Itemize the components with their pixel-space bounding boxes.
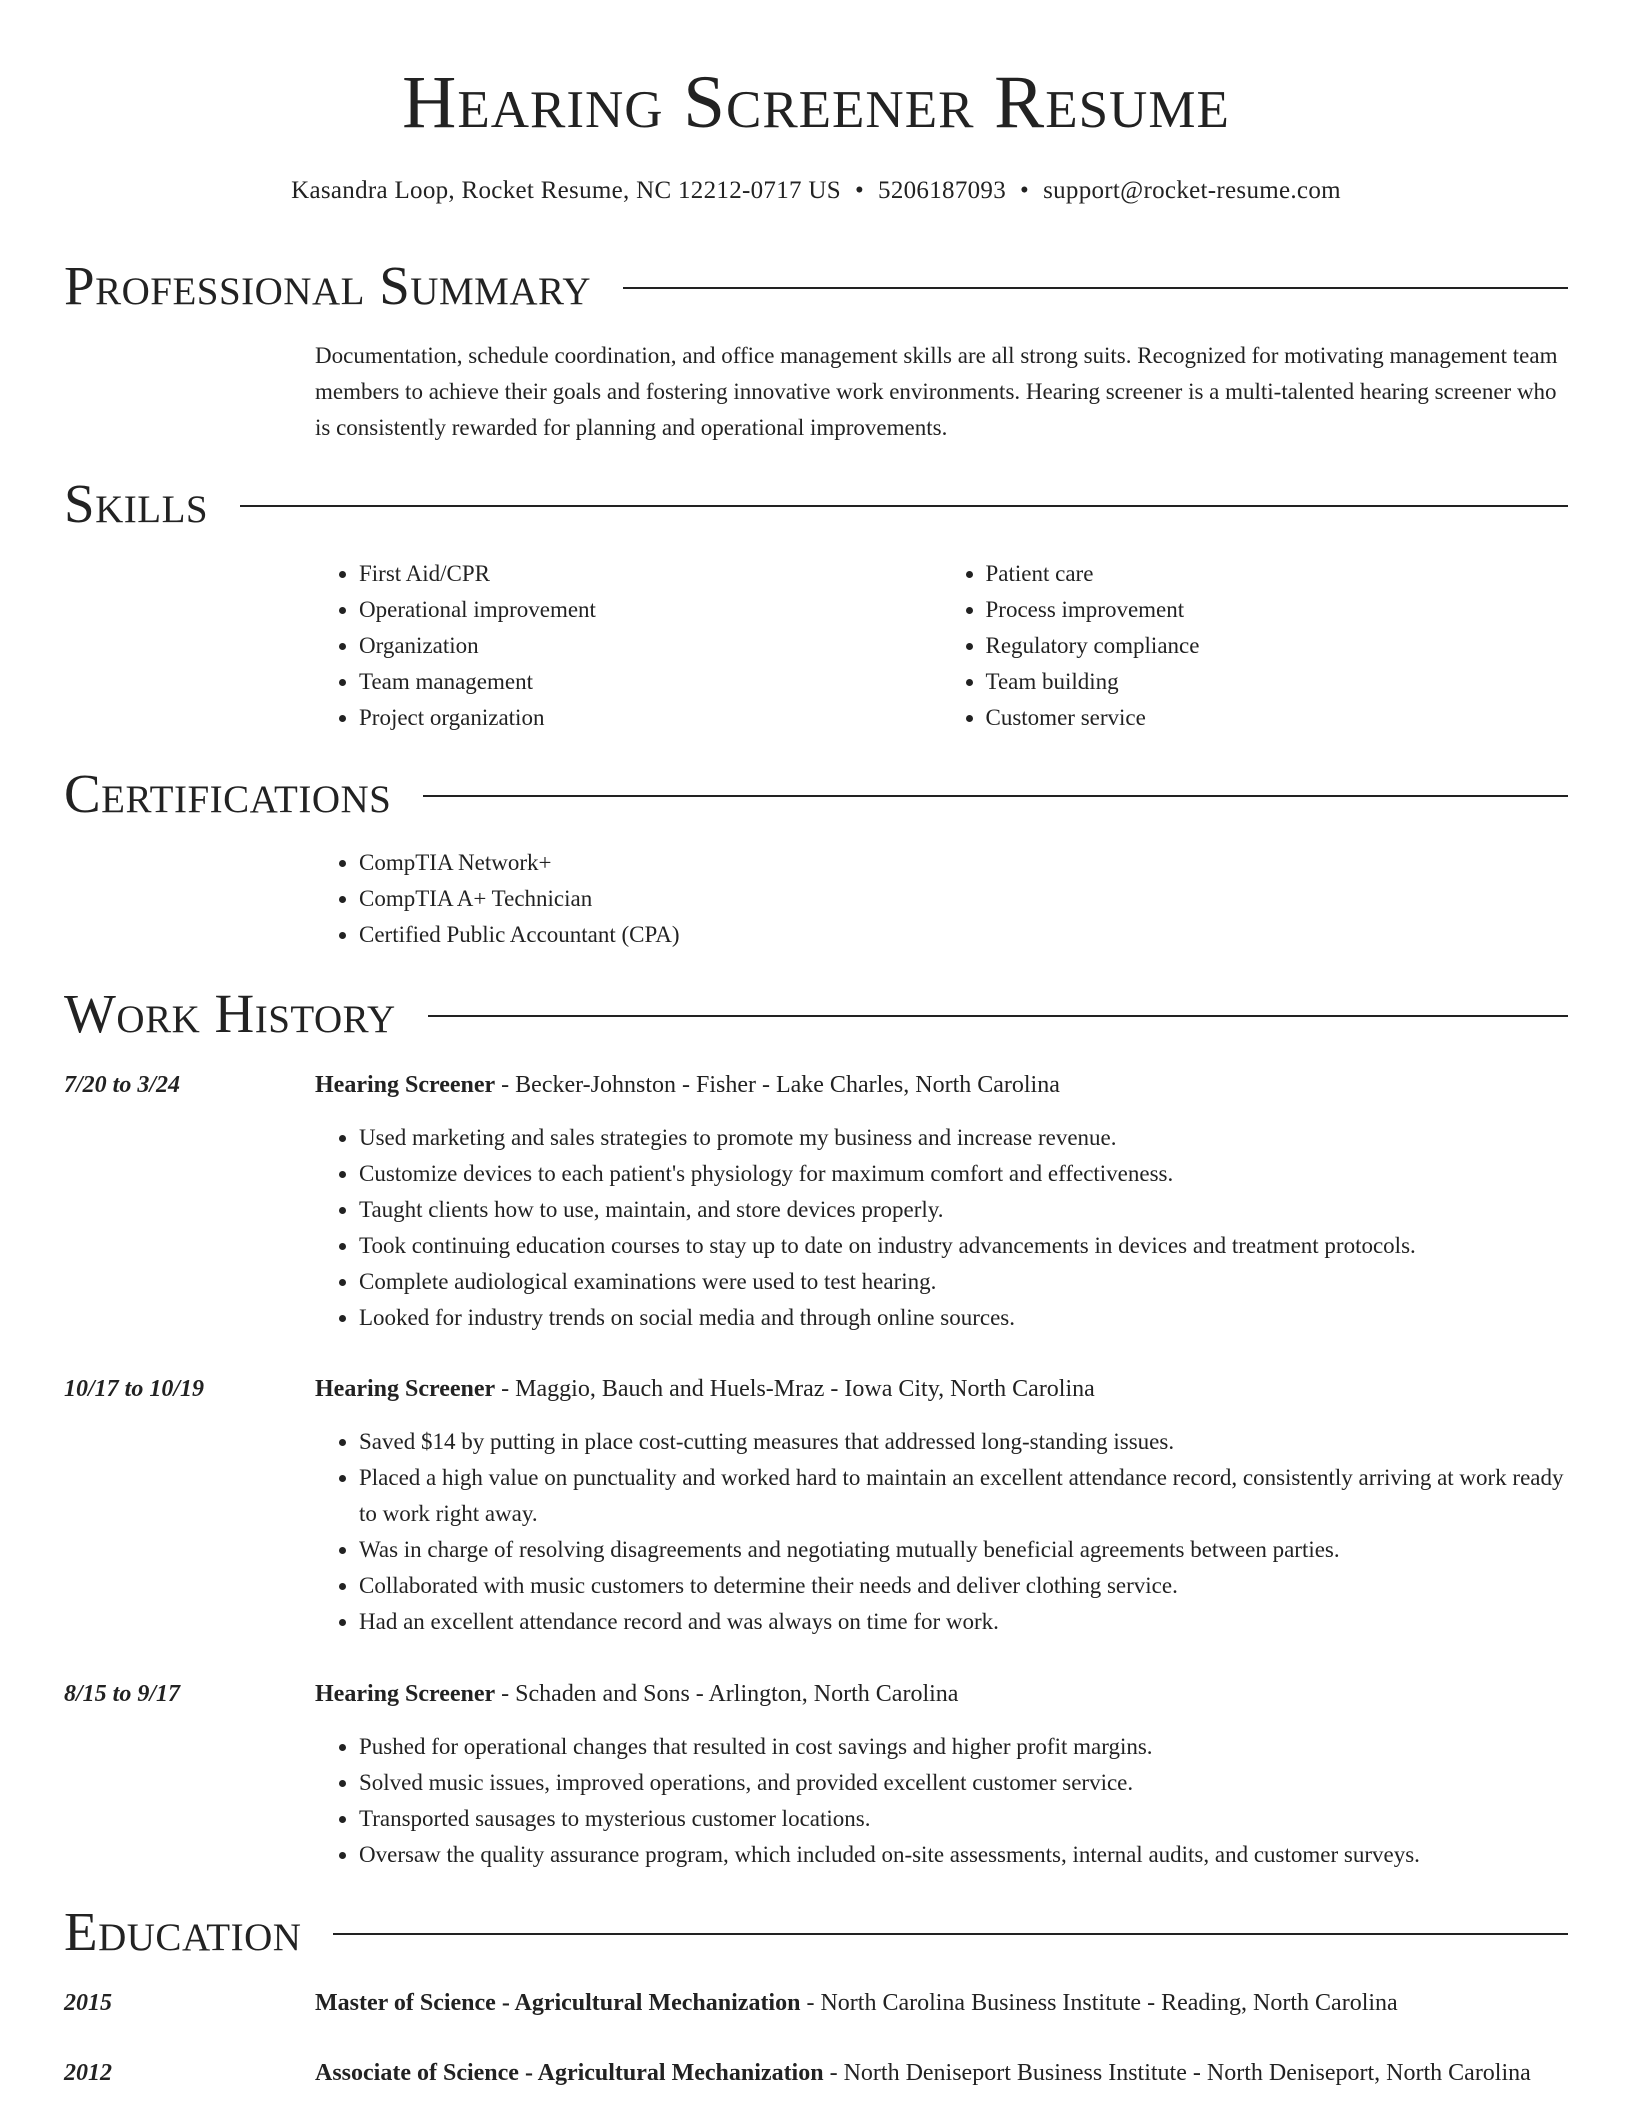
job-title-line	[315, 1372, 1568, 1406]
skills-column-right	[942, 556, 1569, 736]
job-bullet: • Looked for industry trends on social media and through online sources.	[359, 1300, 1568, 1336]
contact-separator: •	[854, 177, 865, 204]
section-title-work-history: Work History	[64, 983, 396, 1044]
section-header-summary	[64, 254, 1568, 318]
skills-column-left	[315, 556, 942, 736]
skill-item: • Team building	[986, 664, 1569, 700]
section-divider	[428, 1015, 1568, 1017]
job-bullets	[315, 1729, 1568, 1873]
job-bullet: • Customize devices to each patient's physiology for maximum comfort and effectiveness.	[359, 1156, 1568, 1192]
skill-item: • Process improvement	[986, 592, 1569, 628]
certification-item: • Certified Public Accountant (CPA)	[359, 917, 1568, 953]
contact-address: Kasandra Loop, Rocket Resume, NC 12212-0717 US	[291, 177, 841, 204]
skill-item: • Regulatory compliance	[986, 628, 1569, 664]
section-title-certifications: Certifications	[64, 763, 392, 824]
section-divider	[423, 795, 1568, 797]
skill-item: • Operational improvement	[359, 592, 942, 628]
education-year: 2015	[64, 1990, 112, 2016]
education-entry	[315, 1986, 1568, 2020]
job-bullet: • Used marketing and sales strategies to promote my business and increase revenue.	[359, 1120, 1568, 1156]
section-title-education: Education	[64, 1901, 302, 1962]
job-details: - Schaden and Sons - Arlington, North Carolina	[495, 1681, 959, 1707]
job-role: Hearing Screener	[315, 1376, 496, 1402]
job-title-line	[315, 1677, 1568, 1711]
skill-item: • Customer service	[986, 700, 1569, 736]
education-details: - North Carolina Business Institute - Reading, North Carolina	[800, 1990, 1398, 2016]
section-header-skills	[64, 472, 1568, 536]
job-dates: 10/17 to 10/19	[64, 1376, 205, 1402]
job-bullet: • Took continuing education courses to stay up to date on industry advancements in devices and treatment protocols.	[359, 1228, 1568, 1264]
job-bullets	[315, 1120, 1568, 1336]
section-title-skills: Skills	[64, 473, 209, 534]
certification-item: • CompTIA A+ Technician	[359, 881, 1568, 917]
education-year: 2012	[64, 2060, 112, 2086]
certification-item: • CompTIA Network+	[359, 845, 1568, 881]
skill-item: • Project organization	[359, 700, 942, 736]
job-bullet: • Had an excellent attendance record and was always on time for work.	[359, 1604, 1568, 1640]
job-bullet: • Saved $14 by putting in place cost-cutting measures that addressed long-standing issues.	[359, 1424, 1568, 1460]
education-degree: Associate of Science - Agricultural Mechanization	[315, 2060, 824, 2086]
education-entry	[315, 2056, 1568, 2090]
education-details: - North Deniseport Business Institute - North Deniseport, North Carolina	[823, 2060, 1531, 2086]
skills-list	[315, 556, 1568, 736]
job-bullet: • Pushed for operational changes that resulted in cost savings and higher profit margins.	[359, 1729, 1568, 1765]
job-title-line	[315, 1068, 1568, 1102]
education-degree: Master of Science - Agricultural Mechanization	[315, 1990, 801, 2016]
section-header-work-history	[64, 982, 1568, 1046]
job-dates: 8/15 to 9/17	[64, 1681, 181, 1707]
skill-item: • Team management	[359, 664, 942, 700]
section-header-education	[64, 1900, 1568, 1964]
certifications-list	[315, 845, 1568, 953]
job-bullets	[315, 1424, 1568, 1640]
contact-phone[interactable]: 5206187093	[878, 177, 1007, 204]
job-details: - Maggio, Bauch and Huels-Mraz - Iowa City, North Carolina	[495, 1376, 1095, 1402]
section-title-summary: Professional Summary	[64, 255, 592, 316]
contact-line	[64, 174, 1568, 208]
contact-separator: •	[1020, 177, 1030, 204]
section-divider	[333, 1933, 1568, 1935]
job-bullet: • Placed a high value on punctuality and worked hard to maintain an excellent attendance record, consistently arriving at work ready to work right away.	[359, 1460, 1568, 1532]
job-bullet: • Collaborated with music customers to determine their needs and deliver clothing service.	[359, 1568, 1568, 1604]
resume-title: Hearing Screener Resume	[402, 61, 1230, 144]
job-role: Hearing Screener	[315, 1072, 496, 1098]
skill-item: • First Aid/CPR	[359, 556, 942, 592]
job-bullet: • Solved music issues, improved operations, and provided excellent customer service.	[359, 1765, 1568, 1801]
section-divider	[623, 287, 1568, 289]
job-bullet: • Oversaw the quality assurance program, which included on-site assessments, internal audits, and customer surveys.	[359, 1837, 1568, 1873]
job-details: - Becker-Johnston - Fisher - Lake Charles, North Carolina	[495, 1072, 1060, 1098]
section-header-certifications	[64, 762, 1568, 826]
job-bullet: • Transported sausages to mysterious customer locations.	[359, 1801, 1568, 1837]
skill-item: • Organization	[359, 628, 942, 664]
job-role: Hearing Screener	[315, 1681, 496, 1707]
section-divider	[240, 505, 1568, 507]
job-dates: 7/20 to 3/24	[64, 1072, 181, 1098]
job-bullet: • Was in charge of resolving disagreements and negotiating mutually beneficial agreements between parties.	[359, 1532, 1568, 1568]
contact-email[interactable]: support@rocket-resume.com	[1043, 177, 1341, 204]
job-bullet: • Taught clients how to use, maintain, and store devices properly.	[359, 1192, 1568, 1228]
job-bullet: • Complete audiological examinations were used to test hearing.	[359, 1264, 1568, 1300]
skill-item: • Patient care	[986, 556, 1569, 592]
summary-text: Documentation, schedule coordination, and office management skills are all strong suits. Recognized for motivating management team members to achieve their goals and fostering innovative work environments. Hearing screener is a multi-talented hearing screener who is consistently rewarded for planning and operational improvements.	[315, 343, 1558, 440]
